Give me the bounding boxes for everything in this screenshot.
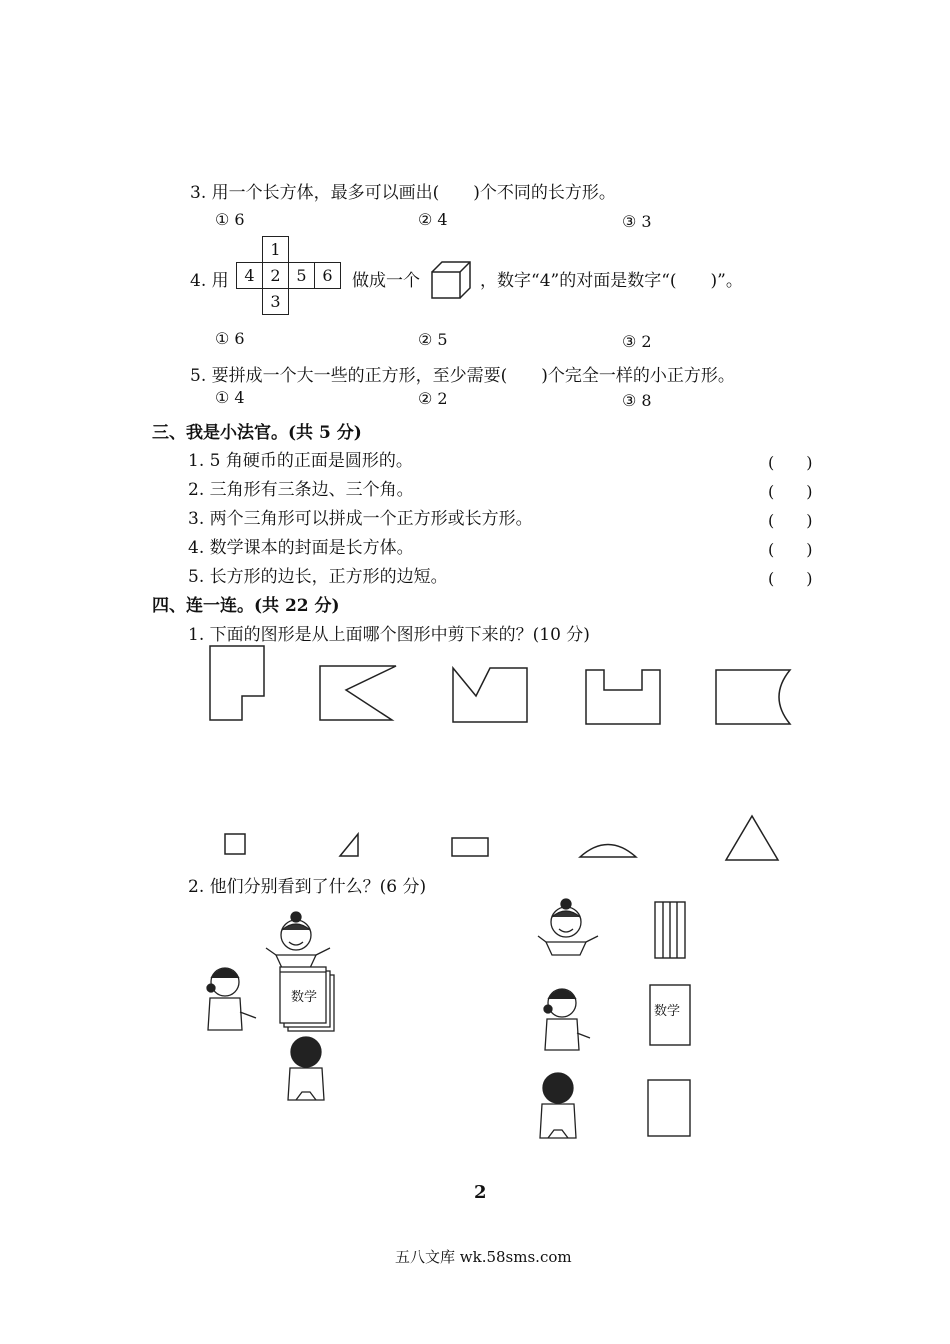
net-cell: 2 (263, 263, 289, 289)
q5-option-2: ② 2 (418, 389, 448, 408)
piece-semicircle (580, 845, 636, 858)
front-view-label: 数学 (654, 1004, 681, 1019)
shape-cut-rect (453, 668, 527, 722)
shape-arc-rect (716, 670, 790, 724)
net-cell: 1 (263, 237, 289, 263)
section-4-question-1: 1. 下面的图形是从上面哪个图形中剪下来的？(10 分) (188, 625, 590, 645)
boy-back-figure (288, 1037, 324, 1100)
shape-l-polygon (210, 646, 264, 720)
section-4-question-2: 2. 他们分别看到了什么？(6 分) (188, 877, 427, 897)
net-cell: 3 (263, 289, 289, 315)
shape-notched-pentagon (320, 666, 396, 720)
judge-item: 5. 长方形的边长，正方形的边短。 (188, 567, 448, 587)
q5-option-3: ③ 8 (622, 391, 652, 410)
piece-triangle (726, 816, 778, 860)
q5-option-1: ① 4 (215, 388, 245, 407)
question-3: 3. 用一个长方体，最多可以画出( )个不同的长方形。 (190, 183, 616, 203)
judge-item: 3. 两个三角形可以拼成一个正方形或长方形。 (188, 509, 533, 529)
boy-back-figure-right (540, 1073, 576, 1138)
answer-paren[interactable]: ( ) (768, 540, 813, 559)
judge-item: 2. 三角形有三条边、三个角。 (188, 480, 414, 500)
judge-item: 1. 5 角硬币的正面是圆形的。 (188, 451, 413, 471)
piece-right-triangle (340, 834, 358, 856)
question-5: 5. 要拼成一个大一些的正方形，至少需要( )个完全一样的小正方形。 (190, 366, 735, 386)
section-3-heading: 三、我是小法官。(共 5 分) (152, 423, 362, 443)
top-view-book-spine (655, 902, 685, 958)
piece-rectangle (452, 838, 488, 856)
q4-option-2: ② 5 (418, 330, 448, 349)
judge-item: 4. 数学课本的封面是长方体。 (188, 538, 414, 558)
cube-icon (432, 262, 470, 298)
girl-right-figure (544, 989, 590, 1050)
girl-left-figure (207, 968, 256, 1030)
boy-top-figure (266, 912, 330, 968)
q4-prefix: 4. 用 (190, 271, 229, 291)
q4-middle: 做成一个 (352, 271, 420, 291)
net-cell: 6 (315, 263, 341, 289)
side-view-rectangle (648, 1080, 690, 1136)
answer-paren[interactable]: ( ) (768, 453, 813, 472)
book-cover-label: 数学 (291, 990, 318, 1005)
section-4-heading: 四、连一连。(共 22 分) (152, 596, 340, 616)
q4-suffix: ，数字“4”的对面是数字“( )”。 (480, 271, 743, 291)
q4-option-1: ① 6 (215, 329, 245, 348)
net-cell: 4 (237, 263, 263, 289)
answer-paren[interactable]: ( ) (768, 569, 813, 588)
q3-option-1: ① 6 (215, 210, 245, 229)
q3-option-2: ② 4 (418, 210, 448, 229)
q4-option-3: ③ 2 (622, 332, 652, 351)
shape-u-notch (586, 670, 660, 724)
page-number: 2 (474, 1182, 487, 1203)
piece-square (225, 834, 245, 854)
answer-paren[interactable]: ( ) (768, 511, 813, 530)
answer-paren[interactable]: ( ) (768, 482, 813, 501)
boy-top-figure-right (538, 899, 598, 955)
q3-option-3: ③ 3 (622, 212, 652, 231)
net-cell: 5 (289, 263, 315, 289)
footer-watermark: 五八文库 wk.58sms.com (395, 1248, 572, 1266)
